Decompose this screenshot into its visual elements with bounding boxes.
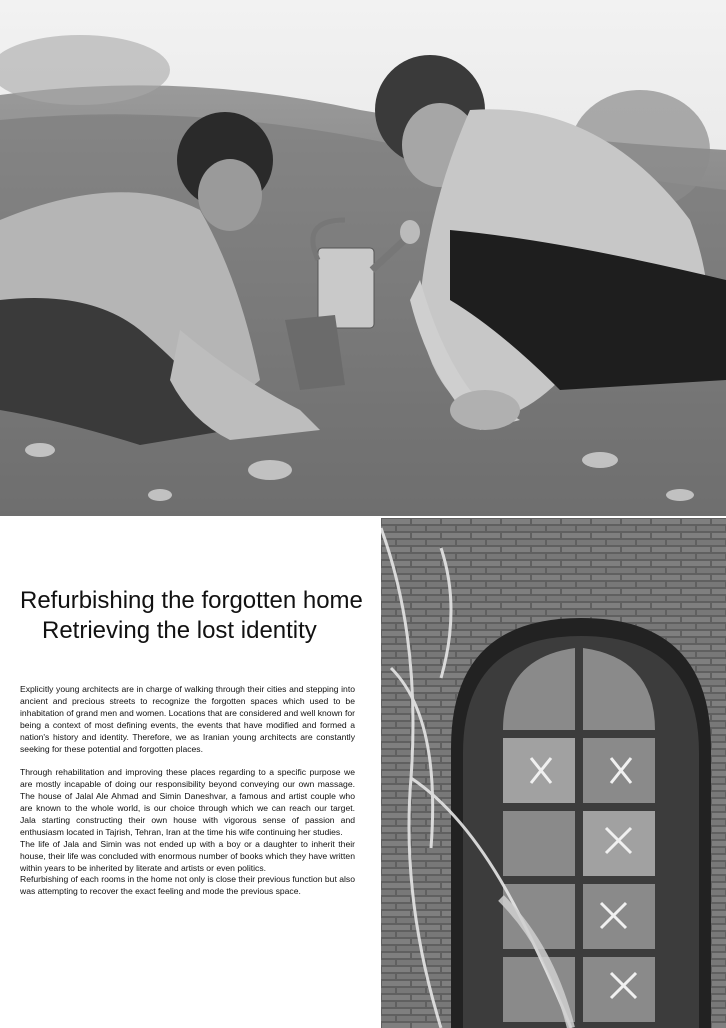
body-text [20, 684, 355, 898]
side-photo [381, 518, 726, 1028]
title-line-1: Refurbishing the forgotten home [20, 587, 363, 614]
paragraph-rehabilitation: Through rehabilitation and improving these places regarding to a specific purpose we are mostly incapable of doing our responsibility beyond conveying our own massage. [20, 767, 355, 790]
paragraph-house: The house of Jalal Ale Ahmad and Simin Daneshvar, a famous and artist couple who are known to the whole world, is our choice through which we can reach our target. [20, 791, 355, 814]
title-block [20, 586, 380, 646]
paragraph-intro: Explicitly young architects are in charge of walking through their cities and stepping into ancient and precious streets to recognize the forgotten spaces which used to be inhabitation of grand men and women. Locations that are considered and well known for being a context of most defining events, the events that have modified and formed a nation's history and identity. Therefore, we as Iranian young architects are constantly seeking for these potential and forgotten places. [20, 684, 355, 754]
paragraph-refurbishing: Refurbishing of each rooms in the home not only is close their previous function but also was attempting to recover the exact feeling and mode the previous space. [20, 874, 355, 897]
paragraph-construction: Jala starting constructing their own house with vigorous sense of passion and enthusiasm located in Tajrish, Tehran, Iran at the time his wife continuing her studies. [20, 814, 355, 837]
paragraph-life: The life of Jala and Simin was not ended up with a boy or a daughter to inherit their house, their life was concluded with enormous number of books which they have written within years to be inherited by literate and artists or even politics. [20, 838, 355, 873]
title-line-2: Retrieving the lost identity [42, 617, 317, 644]
arched-window-illustration [381, 518, 726, 1028]
